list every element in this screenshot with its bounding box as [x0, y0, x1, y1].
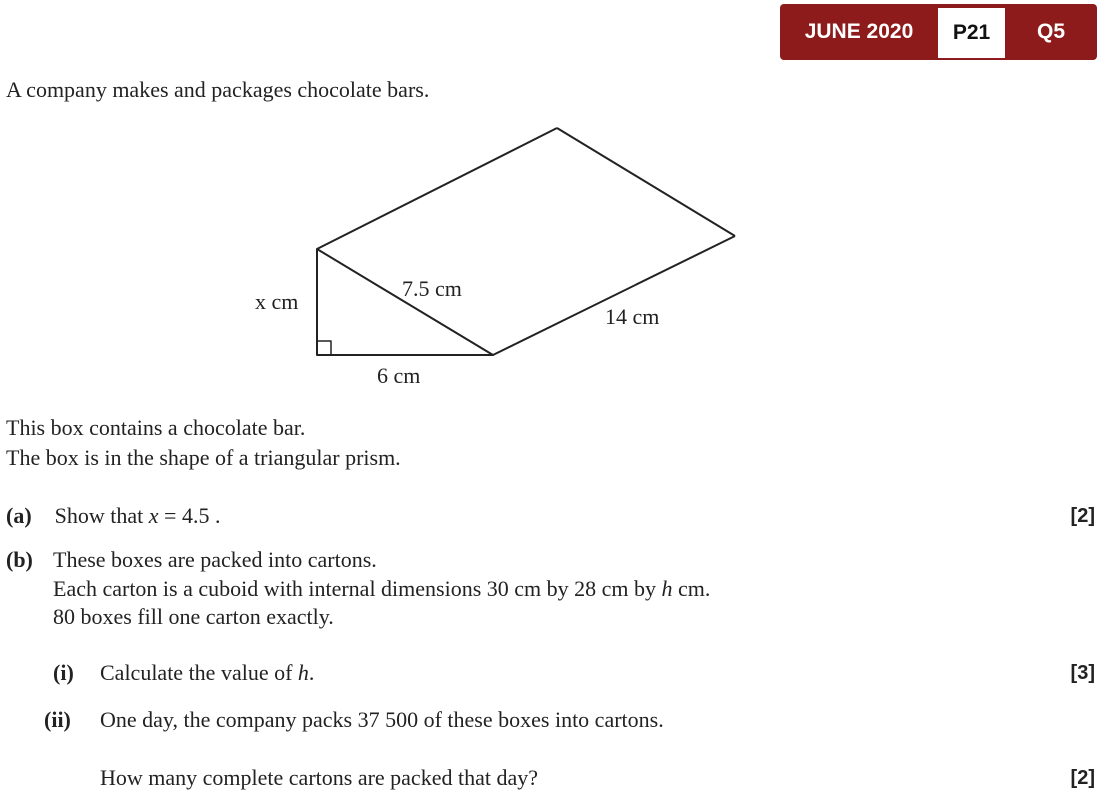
part-b-ii-line-2: How many complete cartons are packed that day? — [100, 765, 538, 790]
part-b-ii-marks: [2] — [1070, 767, 1095, 789]
part-a — [6, 504, 220, 528]
part-b-i-var: h — [297, 660, 309, 685]
part-b-i-text-post: . — [308, 660, 315, 685]
prism-bottom-right-edge — [493, 236, 735, 355]
part-b-line-1: These boxes are packed into cartons. — [53, 547, 377, 572]
part-b-i-marks: [3] — [1070, 662, 1095, 684]
prism-top-left-edge — [317, 128, 557, 249]
badge-question: Q5 — [1036, 20, 1065, 43]
prism-top-back-edge — [557, 128, 735, 236]
part-b-line-2 — [53, 577, 710, 601]
part-b-ii-line-1: One day, the company packs 37 500 of these boxes into cartons. — [100, 707, 664, 732]
badge-paper: P21 — [938, 8, 1005, 58]
intro-text: A company makes and packages chocolate bars. — [6, 77, 430, 102]
length-label: 14 cm — [605, 304, 660, 329]
slant-label: 7.5 cm — [402, 276, 462, 301]
part-b-i-text — [100, 661, 314, 685]
description-line-1: This box contains a chocolate bar. — [6, 415, 306, 440]
part-a-text-post: = 4.5 . — [158, 503, 221, 528]
part-b-ii-label: (ii) — [44, 707, 71, 732]
right-angle-marker — [317, 341, 331, 355]
part-b-line-3: 80 boxes fill one carton exactly. — [53, 604, 334, 629]
part-a-marks: [2] — [1070, 505, 1095, 527]
part-b-i-label: (i) — [53, 660, 74, 685]
badge-session: JUNE 2020 — [804, 20, 914, 43]
part-b-line-2-post: cm. — [672, 576, 711, 601]
prism-front-face — [317, 249, 493, 355]
part-b-line-2-var: h — [661, 576, 673, 601]
height-label: x cm — [255, 289, 299, 314]
part-a-text-pre: Show that — [54, 503, 149, 528]
part-b-line-2-pre: Each carton is a cuboid with internal dimensions 30 cm by 28 cm by — [53, 576, 662, 601]
part-b-i-text-pre: Calculate the value of — [100, 660, 298, 685]
description-line-2: The box is in the shape of a triangular prism. — [6, 445, 401, 470]
part-a-var: x — [148, 503, 159, 528]
part-b-label: (b) — [6, 547, 33, 572]
base-label: 6 cm — [377, 363, 421, 388]
part-a-label: (a) — [6, 503, 32, 528]
